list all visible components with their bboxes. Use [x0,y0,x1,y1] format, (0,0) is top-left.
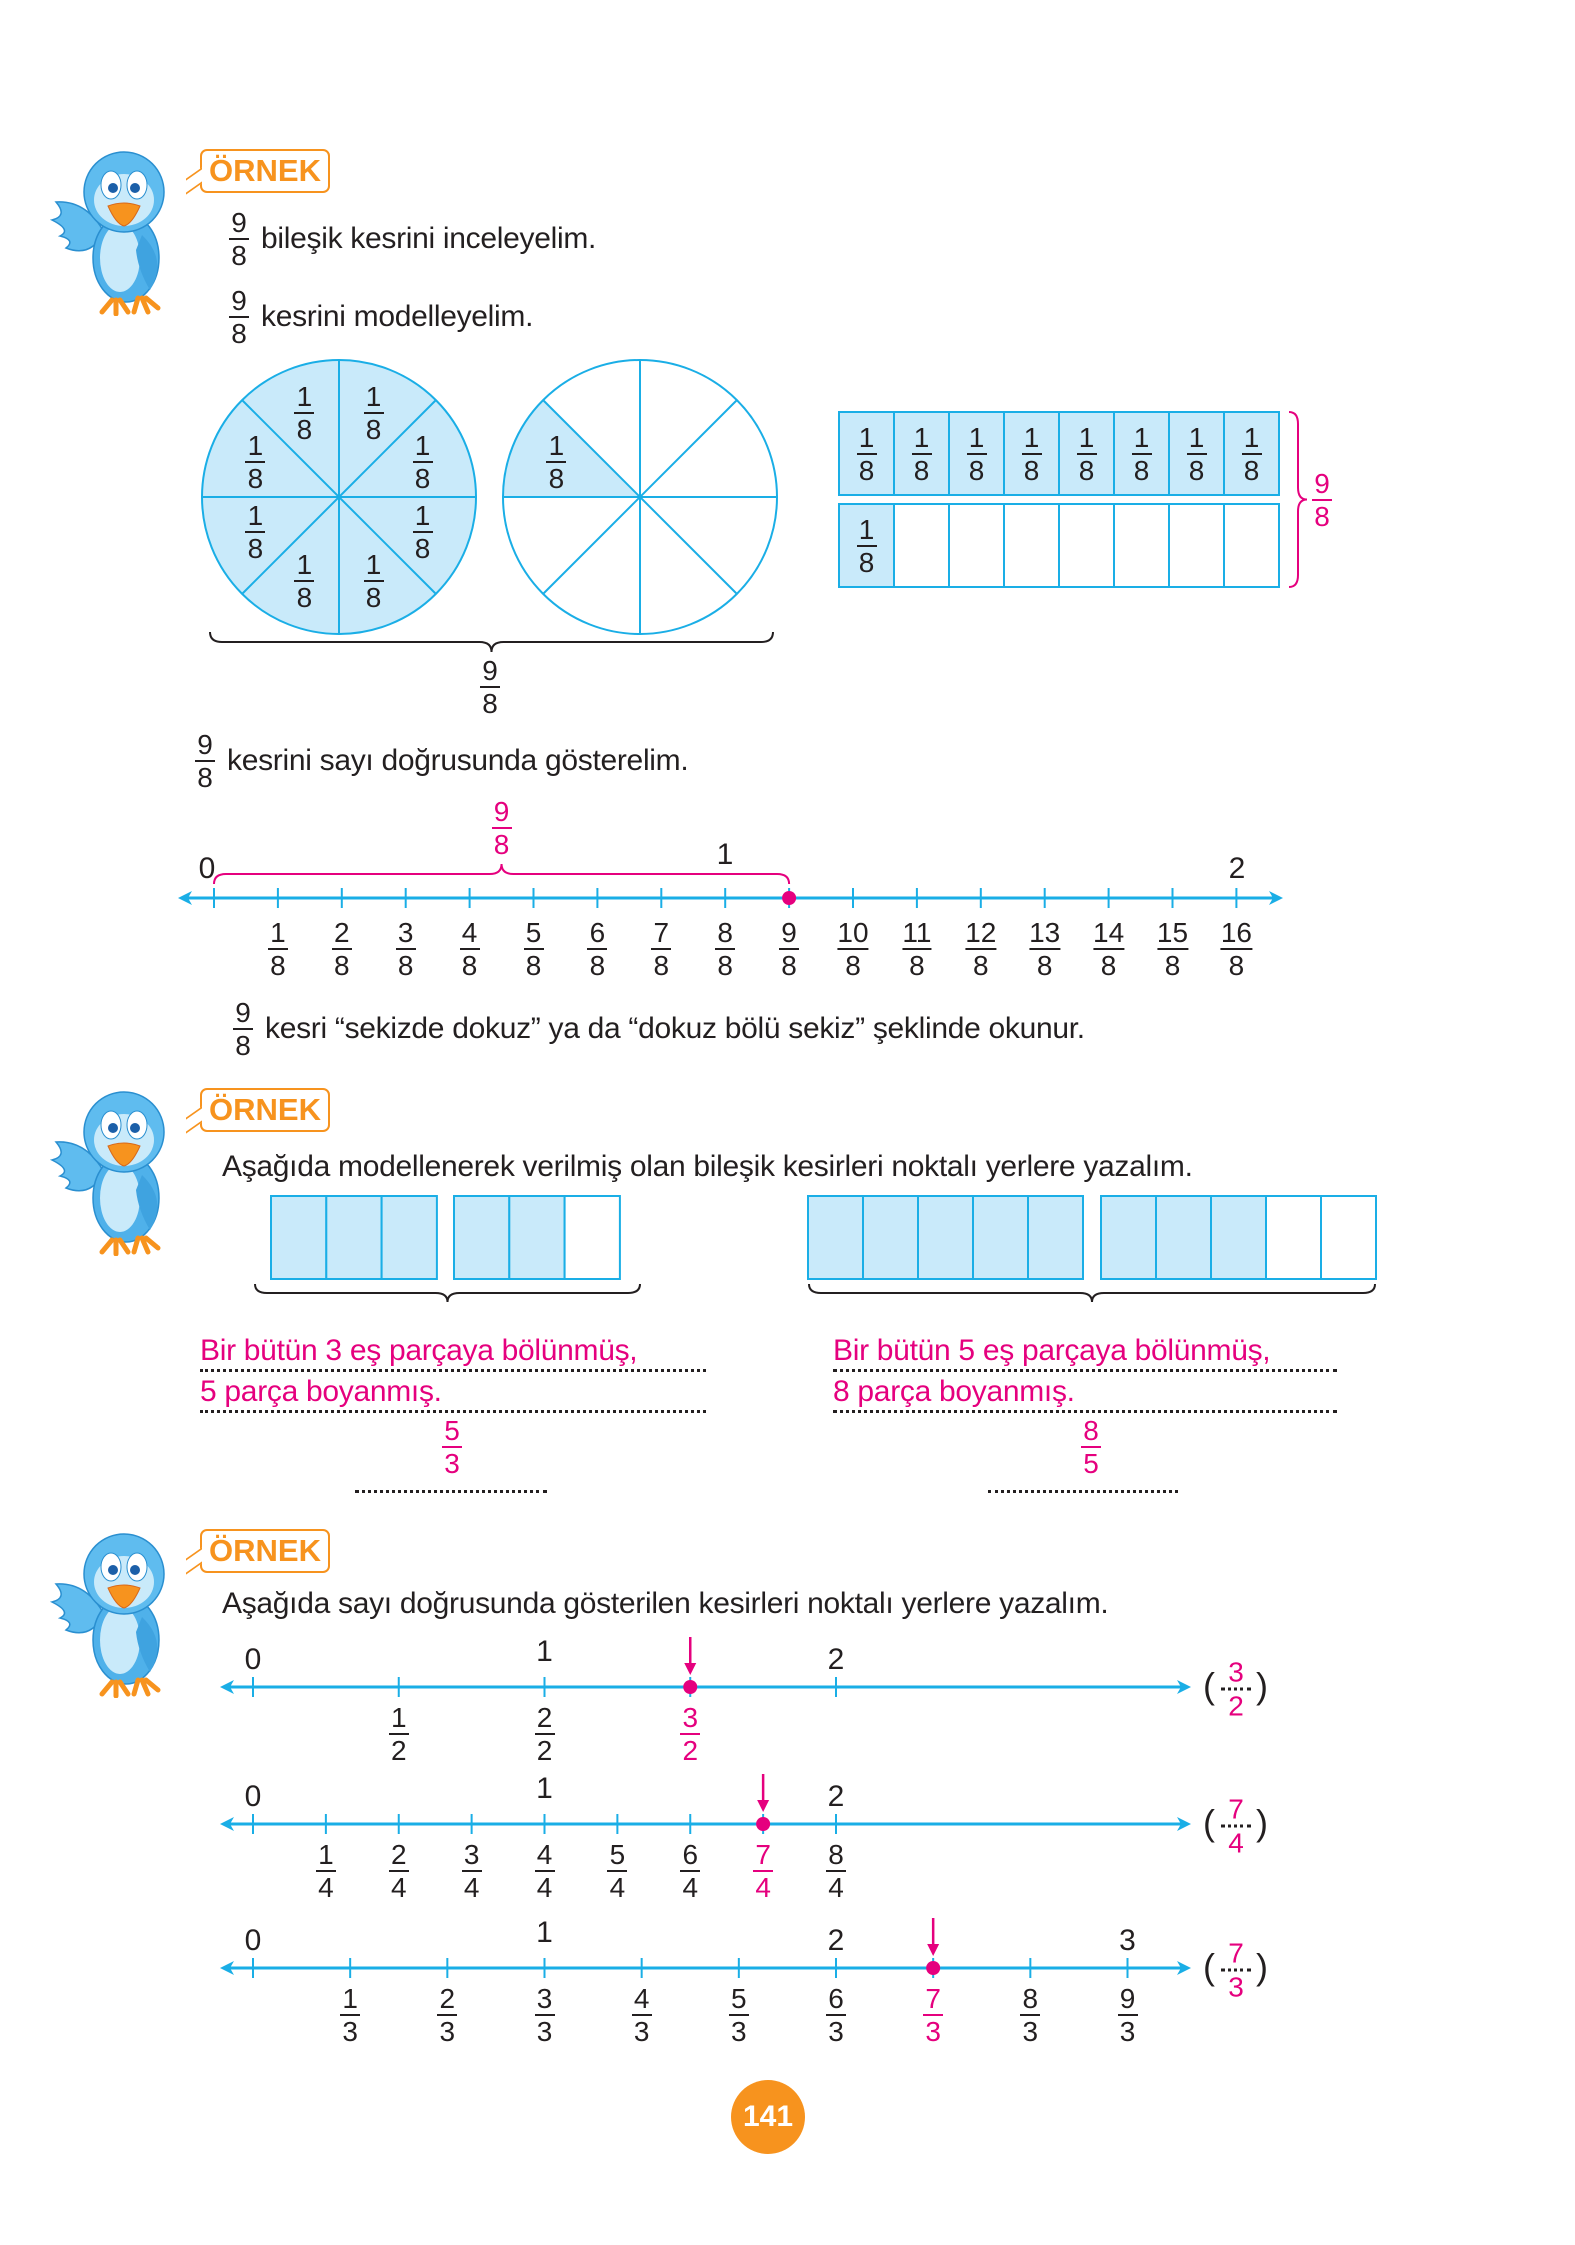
fraction-numerator: 2 [536,1702,553,1733]
tick-label [680,1840,700,1902]
fraction-numerator: 9 [493,796,510,827]
bar-cell-label [1077,423,1097,485]
tick-label [332,918,352,980]
tick-label [535,1984,555,2046]
fraction-denominator: 8 [909,950,925,981]
integer-label: 1 [716,838,734,871]
tick-label [587,918,607,980]
fraction-denominator: 8 [461,950,478,981]
fraction-denominator: 8 [1023,454,1040,486]
fraction-numerator: 4 [633,1983,650,2014]
shaded-cell [271,1196,326,1279]
fraction [195,730,215,792]
fraction-denominator: 8 [365,581,382,613]
fraction-numerator: 12 [965,917,997,948]
fraction-numerator: 11 [902,917,932,948]
brace [210,632,773,652]
fraction-numerator: 1 [858,421,875,453]
tick-label [340,1984,360,2046]
fraction-numerator: 7 [653,917,670,948]
highlight-fraction [492,797,512,859]
tick-label [437,1984,457,2046]
fraction [229,208,249,270]
answer-fraction[interactable] [442,1416,462,1478]
fraction-denominator: 8 [589,950,606,981]
bar-cell-label [857,515,877,577]
fraction-numerator: 1 [1133,421,1150,453]
fraction-denominator: 3 [1228,1971,1244,2003]
bar-cell [1059,504,1114,587]
circle-total-fraction [480,656,500,718]
shaded-cell [326,1196,381,1279]
fraction-denominator: 8 [1036,950,1053,981]
open-paren: ( [1203,1802,1215,1843]
marked-tick-label [680,1703,700,1765]
fraction-denominator: 3 [925,2016,941,2047]
fraction-numerator: 1 [365,548,382,580]
marked-point [926,1961,940,1975]
sector-label [364,382,384,444]
sector-label [294,550,314,612]
highlight-point [782,891,796,905]
fraction-denominator: 4 [755,1872,771,1903]
bar-total-brace [1289,412,1307,587]
fraction-denominator: 8 [1164,950,1181,981]
fraction-numerator: 9 [231,207,247,238]
fraction-denominator: 3 [731,2016,747,2047]
bar-cell [1004,504,1059,587]
answer-fraction[interactable] [1081,1416,1101,1478]
fraction-numerator: 1 [390,1702,407,1733]
tick-label [826,1984,846,2046]
marked-tick-label [753,1840,773,1902]
shaded-cell [382,1196,437,1279]
fraction-numerator: 8 [1083,1415,1099,1446]
integer-label: 0 [198,852,216,885]
fraction-denominator: 8 [1243,454,1260,486]
answer-line-2[interactable]: 5 parça boyanmış. [200,1374,706,1413]
answer-fraction[interactable] [1221,1658,1251,1721]
bar-cell [1224,504,1279,587]
fraction-numerator: 1 [968,421,985,453]
tick-label [1029,918,1060,980]
tick-label [632,1984,652,2046]
fraction-numerator: 6 [589,917,606,948]
shaded-cell [973,1196,1028,1279]
fraction-denominator: 8 [548,463,565,495]
tick-label [1118,1984,1138,2046]
fraction-denominator: 8 [296,414,313,446]
sector-label [413,501,433,563]
fraction-numerator: 1 [247,430,264,462]
instruction-text: Aşağıda modellenerek verilmiş olan bileşik kesirleri noktalı yerlere yazalım. [222,1150,1193,1183]
fraction-numerator: 3 [463,1839,480,1870]
tick-label [462,1840,482,1902]
shaded-cell [863,1196,918,1279]
fraction-denominator: 8 [781,950,797,981]
tick-label [389,1703,409,1765]
sector-label [364,550,384,612]
fraction-denominator: 8 [1078,454,1095,486]
close-paren: ) [1256,1802,1268,1843]
brace [809,1284,1375,1302]
fraction-denominator: 8 [1314,501,1330,532]
empty-cell [565,1196,620,1279]
sector-label [245,431,265,493]
fraction-numerator: 5 [444,1415,460,1446]
fraction-numerator: 1 [247,499,264,531]
fraction-numerator: 13 [1029,917,1061,948]
answer-line-1[interactable]: Bir bütün 5 eş parçaya bölünmüş, [833,1333,1337,1372]
tick-label [607,1840,627,1902]
reading-text: kesri “sekizde dokuz” ya da “dokuz bölü sekiz” şeklinde okunur. [265,1012,1085,1045]
fraction-numerator: 7 [1228,1793,1244,1825]
fraction-denominator: 8 [1188,454,1205,486]
integer-label: 0 [244,1643,262,1676]
bar-cell [1114,504,1169,587]
fraction-numerator: 3 [536,1983,553,2014]
pointer-arrowhead-icon [684,1663,696,1675]
fraction-denominator: 4 [536,1872,553,1903]
bar-cell [894,504,949,587]
instruction-text: Aşağıda sayı doğrusunda gösterilen kesirleri noktalı yerlere yazalım. [222,1587,1109,1620]
reading-line [233,998,1085,1060]
tick-label [902,918,931,980]
bar-cell-label [1187,423,1207,485]
fraction-denominator: 8 [493,829,510,860]
empty-cell [1321,1196,1376,1279]
fraction-denominator: 4 [682,1872,699,1903]
empty-cell [1266,1196,1321,1279]
bar-cell-label [1022,423,1042,485]
fraction-numerator: 4 [461,917,478,948]
fraction-denominator: 3 [439,2016,456,2047]
fraction-denominator: 8 [858,454,875,486]
fraction-numerator: 8 [717,917,733,948]
model-line [229,286,533,348]
bar-total-fraction [1312,469,1332,531]
fraction-denominator: 4 [1228,1827,1244,1859]
integer-label: 2 [1228,852,1246,885]
fraction-denominator: 2 [682,1735,699,1766]
tick-label [389,1840,409,1902]
fraction-numerator: 1 [342,1983,358,2014]
fraction-denominator: 3 [1022,2016,1039,2047]
shaded-cell [509,1196,564,1279]
fraction-denominator: 3 [1119,2016,1136,2047]
tick-label [1221,918,1252,980]
fraction-numerator: 9 [1119,1983,1136,2014]
close-paren: ) [1256,1665,1268,1706]
marked-tick-label [923,1984,943,2046]
sector-label [294,382,314,444]
fraction-denominator: 8 [365,414,382,446]
tick-label [460,918,480,980]
shaded-cell [1156,1196,1211,1279]
fraction-denominator: 2 [1228,1690,1244,1722]
bar-cell-label [1132,423,1152,485]
integer-label: 3 [1119,1924,1136,1957]
open-paren: ( [1203,1665,1215,1706]
fraction-numerator: 1 [548,430,565,462]
fraction-denominator: 8 [414,532,431,564]
shaded-cell [808,1196,863,1279]
fraction-denominator: 4 [463,1872,480,1903]
fraction-numerator: 16 [1220,917,1252,948]
fraction-denominator: 8 [1100,950,1117,981]
fraction-denominator: 8 [525,950,542,981]
integer-label: 1 [536,1635,553,1668]
tick-label [268,918,288,980]
fraction-numerator: 9 [197,729,213,760]
integer-label: 1 [536,1916,553,1949]
marked-point [756,1817,770,1831]
fraction-numerator: 9 [1314,468,1330,499]
fraction-denominator: 8 [296,581,313,613]
fraction-numerator: 3 [1228,1656,1244,1688]
integer-label: 2 [827,1643,845,1676]
fraction-denominator: 8 [247,532,264,564]
fraction-numerator: 2 [390,1839,407,1870]
fraction-denominator: 3 [633,2016,650,2047]
fraction-denominator: 8 [482,688,498,719]
fraction-denominator: 4 [318,1872,334,1903]
close-paren: ) [1256,1946,1268,1987]
sector-label [245,501,265,563]
fraction-denominator: 3 [444,1448,460,1479]
fraction-numerator: 8 [1022,1983,1039,2014]
sector-label [546,431,566,493]
fraction-numerator: 5 [609,1839,626,1870]
fraction-denominator: 8 [334,950,350,981]
tick-label [535,1703,555,1765]
intro-text: bileşik kesrini inceleyelim. [261,222,597,255]
tick-label [715,918,735,980]
bar-cell [949,504,1004,587]
fraction-numerator: 9 [482,655,498,686]
fraction-denominator: 3 [342,2016,358,2047]
fraction-denominator: 8 [197,762,213,793]
tick-label [965,918,996,980]
fraction-denominator: 8 [968,454,985,486]
fraction-denominator: 2 [390,1735,407,1766]
answer-fraction[interactable] [1221,1939,1251,2002]
tick-label [837,918,868,980]
fraction-denominator: 8 [235,1030,251,1061]
fraction-numerator: 7 [925,1983,941,2014]
answer-blank[interactable] [355,1490,547,1493]
bar-cell [1169,504,1224,587]
tick-label [1157,918,1188,980]
fraction-numerator: 1 [318,1839,334,1870]
answer-line-2[interactable]: 8 parça boyanmış. [833,1374,1337,1413]
numberline-intro-text: kesrini sayı doğrusunda gösterelim. [227,744,689,777]
fraction-denominator: 8 [717,950,733,981]
fraction-denominator: 8 [270,950,286,981]
fraction-numerator: 3 [397,917,414,948]
fraction-numerator: 2 [334,917,350,948]
tick-label [779,918,799,980]
fraction-numerator: 6 [828,1983,844,2014]
tick-label [535,1840,555,1902]
intro-line [229,208,596,270]
fraction-numerator: 1 [1243,421,1260,453]
answer-blank[interactable] [988,1490,1178,1493]
pointer-arrowhead-icon [757,1800,769,1812]
integer-label: 2 [827,1924,845,1957]
fraction-denominator: 8 [414,463,431,495]
fraction-denominator: 3 [828,2016,844,2047]
fraction-numerator: 1 [270,917,286,948]
fraction-denominator: 2 [536,1735,553,1766]
fraction-numerator: 1 [1188,421,1205,453]
tick-label [1020,1984,1040,2046]
example-badge: ÖRNEK [200,1088,330,1132]
fraction-numerator: 1 [414,499,431,531]
fraction-numerator: 8 [828,1839,844,1870]
sector-label [413,431,433,493]
integer-label: 0 [244,1780,262,1813]
integer-label: 0 [244,1924,262,1957]
tick-label [316,1840,336,1902]
fraction-denominator: 8 [913,454,930,486]
tick-label [396,918,416,980]
fraction-numerator: 9 [231,285,247,316]
fraction [229,286,249,348]
bar-cell-label [912,423,932,485]
example-badge: ÖRNEK [200,1529,330,1573]
fraction-denominator: 8 [973,950,989,981]
fraction-denominator: 8 [231,318,247,349]
fraction-denominator: 4 [609,1872,626,1903]
bird-mascot [46,140,186,316]
fraction-numerator: 9 [781,917,797,948]
answer-fraction[interactable] [1221,1795,1251,1858]
tick-label [1093,918,1124,980]
shaded-cell [454,1196,509,1279]
fraction-denominator: 8 [858,546,875,578]
bird-mascot [46,1080,186,1256]
shaded-cell [918,1196,973,1279]
open-paren: ( [1203,1946,1215,1987]
highlight-brace [214,864,789,884]
integer-label: 1 [536,1772,553,1805]
bird-mascot [46,1522,186,1698]
fraction-denominator: 8 [231,240,247,271]
fraction-denominator: 8 [247,463,264,495]
fraction-denominator: 4 [390,1872,407,1903]
fraction-denominator: 8 [1133,454,1150,486]
fraction-numerator: 6 [682,1839,699,1870]
fraction-numerator: 5 [731,1983,747,2014]
fraction-numerator: 1 [1023,421,1040,453]
answer-line-1[interactable]: Bir bütün 3 eş parçaya bölünmüş, [200,1333,706,1372]
fraction-numerator: 14 [1093,917,1125,948]
marked-point [683,1680,697,1694]
shaded-cell [1211,1196,1266,1279]
fraction-numerator: 10 [837,917,869,948]
fraction-numerator: 1 [858,513,875,545]
fraction-numerator: 15 [1156,917,1189,948]
fraction-denominator: 8 [845,950,861,981]
shaded-cell [1028,1196,1083,1279]
bar-cell-label [1242,423,1262,485]
fraction-numerator: 3 [682,1702,699,1733]
example-badge: ÖRNEK [200,149,330,193]
fraction-numerator: 1 [913,421,930,453]
fraction-denominator: 8 [653,950,670,981]
fraction-numerator: 1 [296,548,313,580]
fraction-numerator: 9 [235,997,251,1028]
fraction-denominator: 8 [397,950,414,981]
fraction-numerator: 1 [365,381,382,413]
fraction-denominator: 5 [1083,1448,1099,1479]
fraction-numerator: 4 [536,1839,553,1870]
integer-label: 2 [827,1780,845,1813]
brace [255,1284,640,1302]
fraction-numerator: 2 [439,1983,456,2014]
fraction-numerator: 5 [525,917,542,948]
page-number: 141 [731,2080,805,2154]
fraction-denominator: 8 [1228,950,1245,981]
fraction-denominator: 3 [536,2016,553,2047]
pointer-arrowhead-icon [927,1944,939,1956]
shaded-cell [1101,1196,1156,1279]
bar-cell-label [967,423,987,485]
fraction-numerator: 1 [296,381,313,413]
tick-label [729,1984,749,2046]
fraction-numerator: 1 [1078,421,1095,453]
fraction-numerator: 7 [755,1839,771,1870]
numberline-intro-line [195,730,688,792]
shaded-sector [503,400,640,497]
fraction-numerator: 1 [414,430,431,462]
tick-label [651,918,671,980]
tick-label [524,918,544,980]
fraction [233,998,253,1060]
model-text: kesrini modelleyelim. [261,300,534,333]
fraction-denominator: 4 [828,1872,844,1903]
bar-cell-label [857,423,877,485]
fraction-numerator: 7 [1228,1937,1244,1969]
tick-label [826,1840,846,1902]
